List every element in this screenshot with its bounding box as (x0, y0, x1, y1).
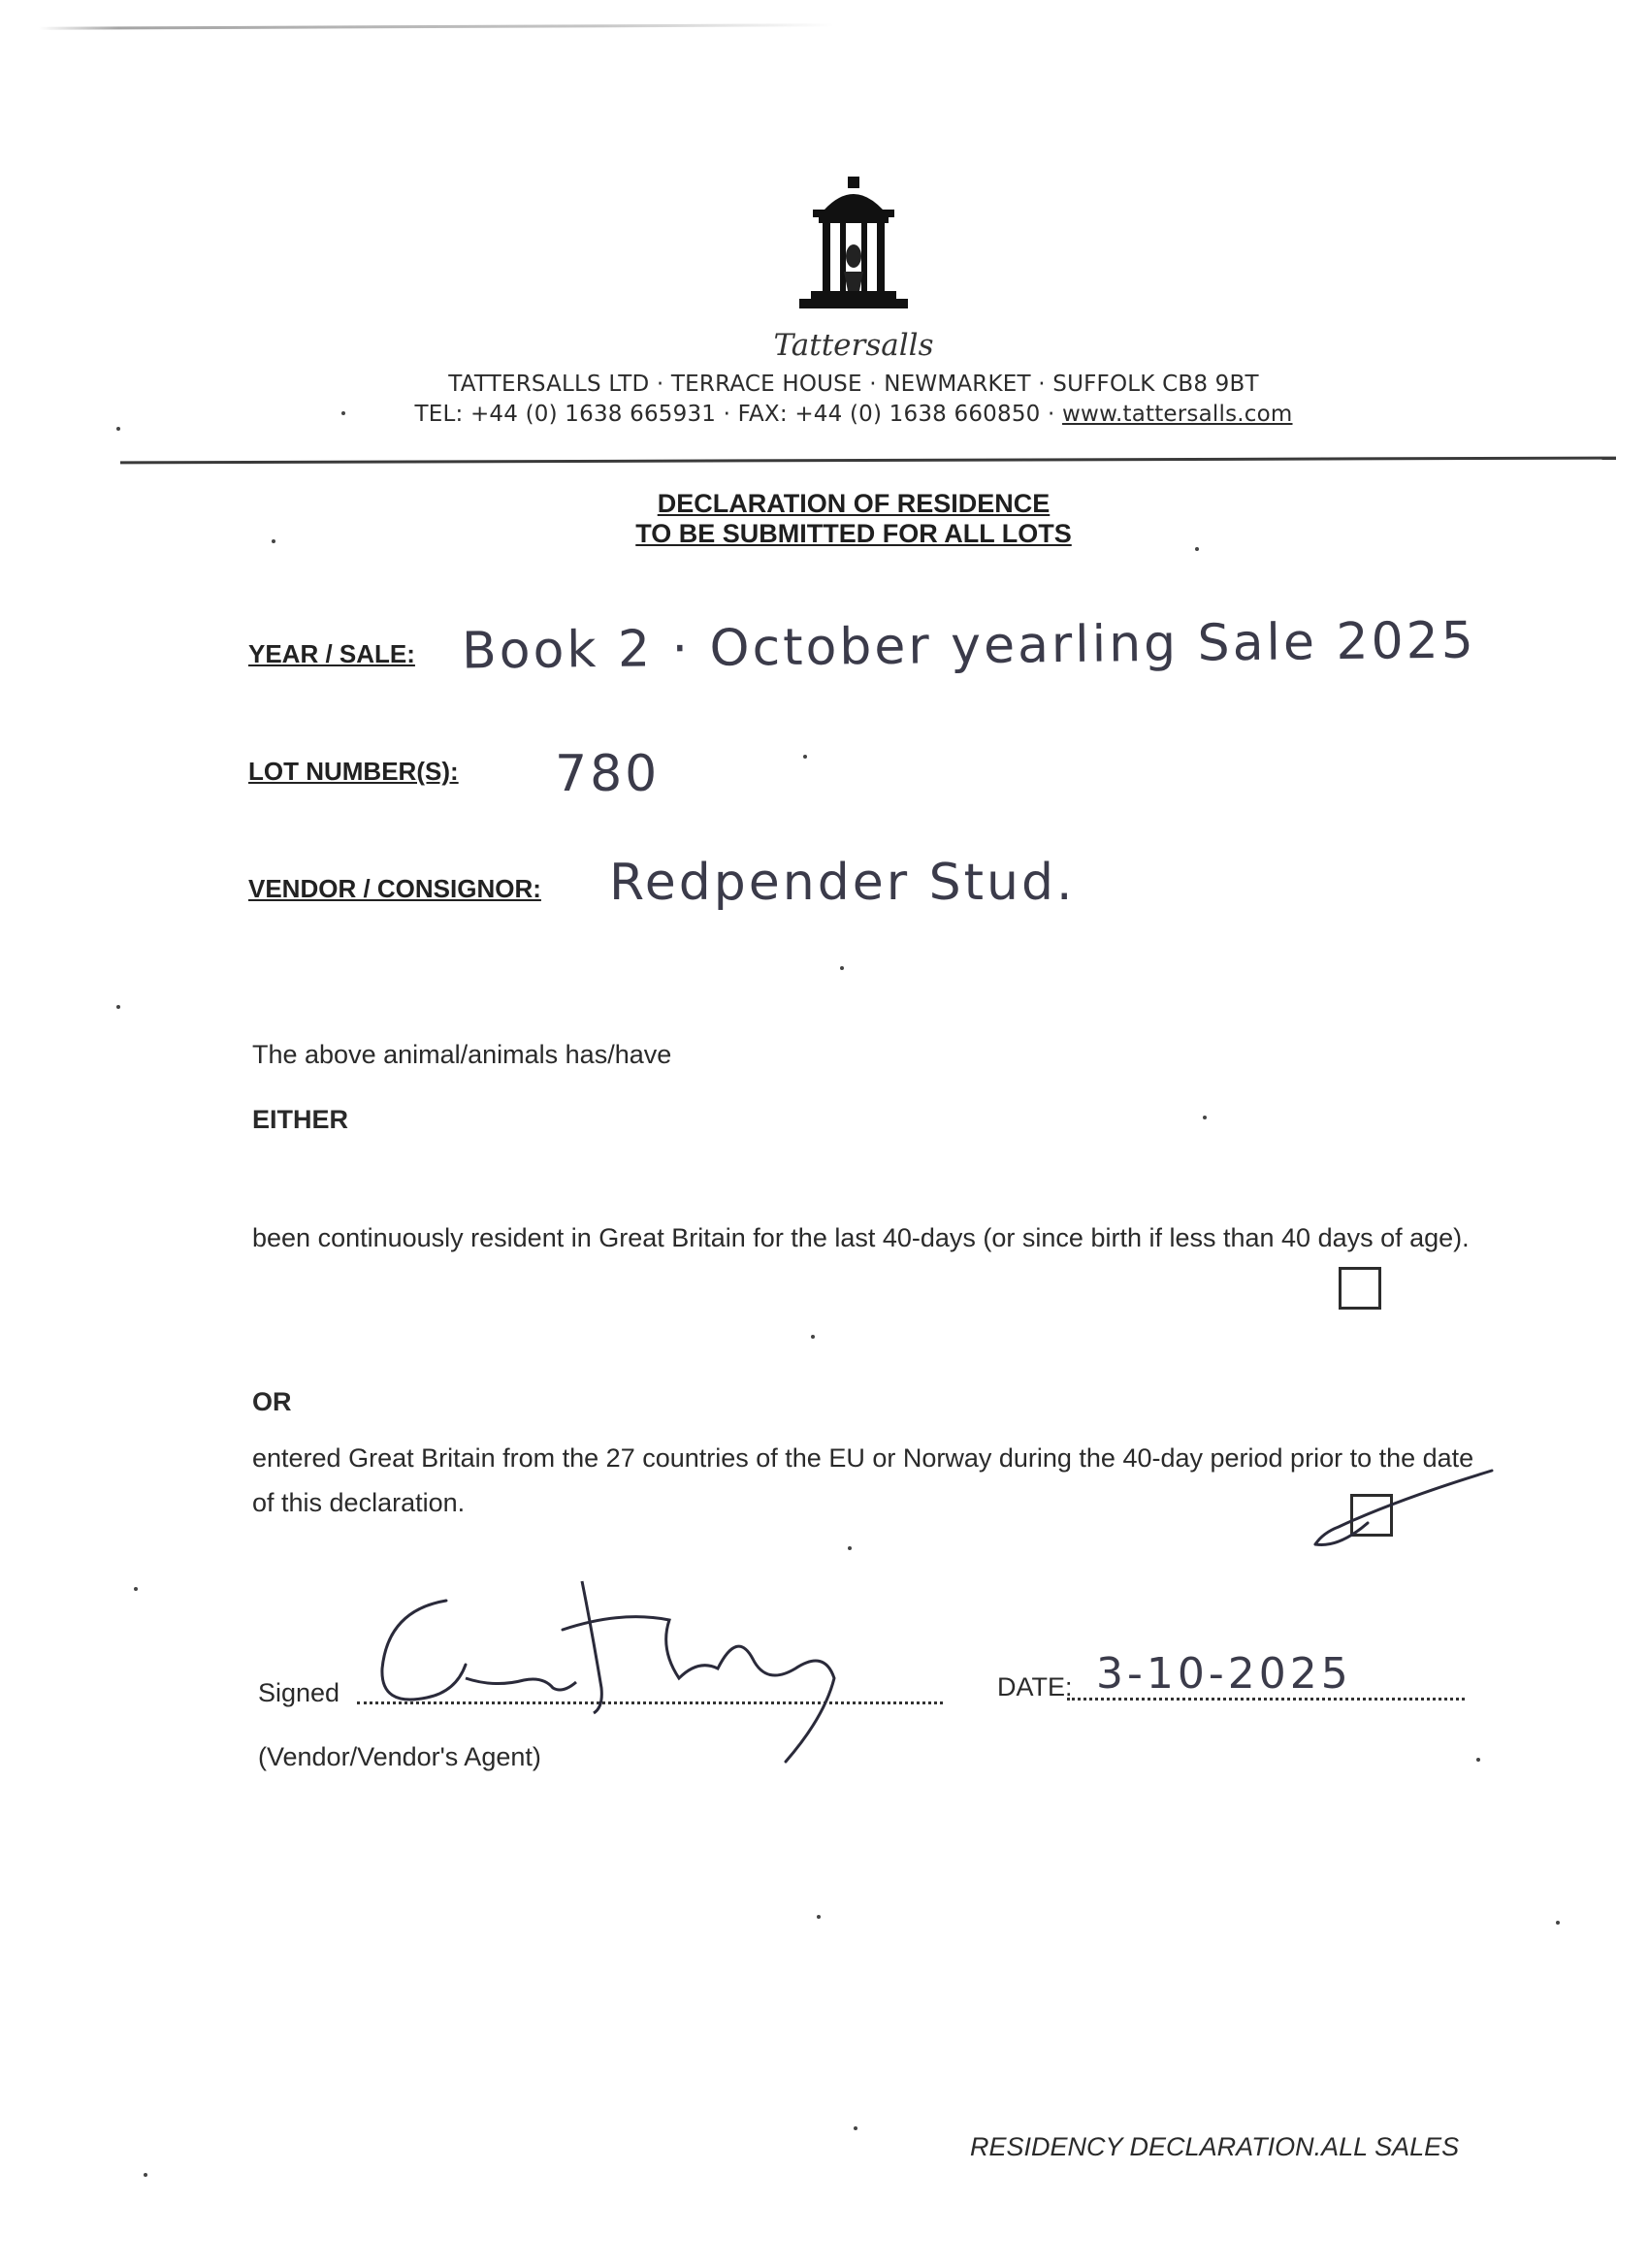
or-label: OR (252, 1387, 292, 1416)
form-subtitle: TO BE SUBMITTED FOR ALL LOTS (635, 519, 1072, 548)
scan-speck (1203, 1116, 1207, 1119)
signer-role: (Vendor/Vendor's Agent) (258, 1742, 541, 1771)
scan-speck (803, 755, 807, 759)
scan-speck (1476, 1758, 1480, 1762)
website-link[interactable]: www.tattersalls.com (1062, 402, 1293, 427)
vendor-consignor-label: VENDOR / CONSIGNOR: (248, 874, 541, 903)
scan-speck (848, 1546, 852, 1550)
scan-speck (116, 427, 120, 431)
tick-mark-icon (1310, 1455, 1504, 1562)
form-code: RESIDENCY DECLARATION.ALL SALES (970, 2132, 1460, 2161)
scan-speck (840, 966, 844, 970)
scan-speck (341, 411, 345, 415)
form-title: DECLARATION OF RESIDENCE (657, 489, 1051, 518)
scan-speck (817, 1915, 821, 1919)
scan-speck (134, 1587, 138, 1591)
year-sale-label: YEAR / SALE: (248, 639, 415, 668)
lot-numbers-value[interactable]: 780 (555, 745, 661, 803)
scan-speck (811, 1335, 815, 1339)
option-resident-checkbox[interactable] (1339, 1267, 1381, 1310)
header-divider (120, 457, 1616, 465)
scan-edge-line (39, 23, 834, 30)
pavilion-statue-icon (786, 175, 922, 330)
brand-name: Tattersalls (773, 328, 934, 363)
signed-label: Signed (258, 1678, 340, 1707)
address-line: TATTERSALLS LTD · TERRACE HOUSE · NEWMARKET · SUFFOLK CB8 9BT (448, 372, 1259, 397)
year-sale-value[interactable]: Book 2 · October yearling Sale 2025 (461, 611, 1477, 681)
scan-speck (1195, 547, 1199, 551)
vendor-consignor-value[interactable]: Redpender Stud. (609, 854, 1076, 912)
scan-speck (854, 2126, 857, 2130)
contact-line (369, 402, 1339, 427)
scan-speck (272, 539, 275, 543)
scan-speck (1556, 1921, 1560, 1925)
date-value[interactable]: 3-10-2025 (1096, 1649, 1352, 1699)
signature-scribble (369, 1571, 912, 1766)
either-label: EITHER (252, 1105, 349, 1134)
option-resident-text: been continuously resident in Great Britain for the last 40-days (or since birth if less than 40 days of age). (252, 1223, 1470, 1252)
lot-numbers-label: LOT NUMBER(S): (248, 757, 459, 786)
scan-speck (116, 1005, 120, 1009)
scan-speck (144, 2173, 147, 2177)
contact-numbers: TEL: +44 (0) 1638 665931 · FAX: +44 (0) 1638 660850 · (414, 402, 1063, 427)
intro-text: The above animal/animals has/have (252, 1040, 672, 1069)
option-entered-text: entered Great Britain from the 27 countries of the EU or Norway during the 40-day period prior to the date of this declaration. (252, 1443, 1474, 1517)
date-label: DATE: (997, 1672, 1073, 1701)
